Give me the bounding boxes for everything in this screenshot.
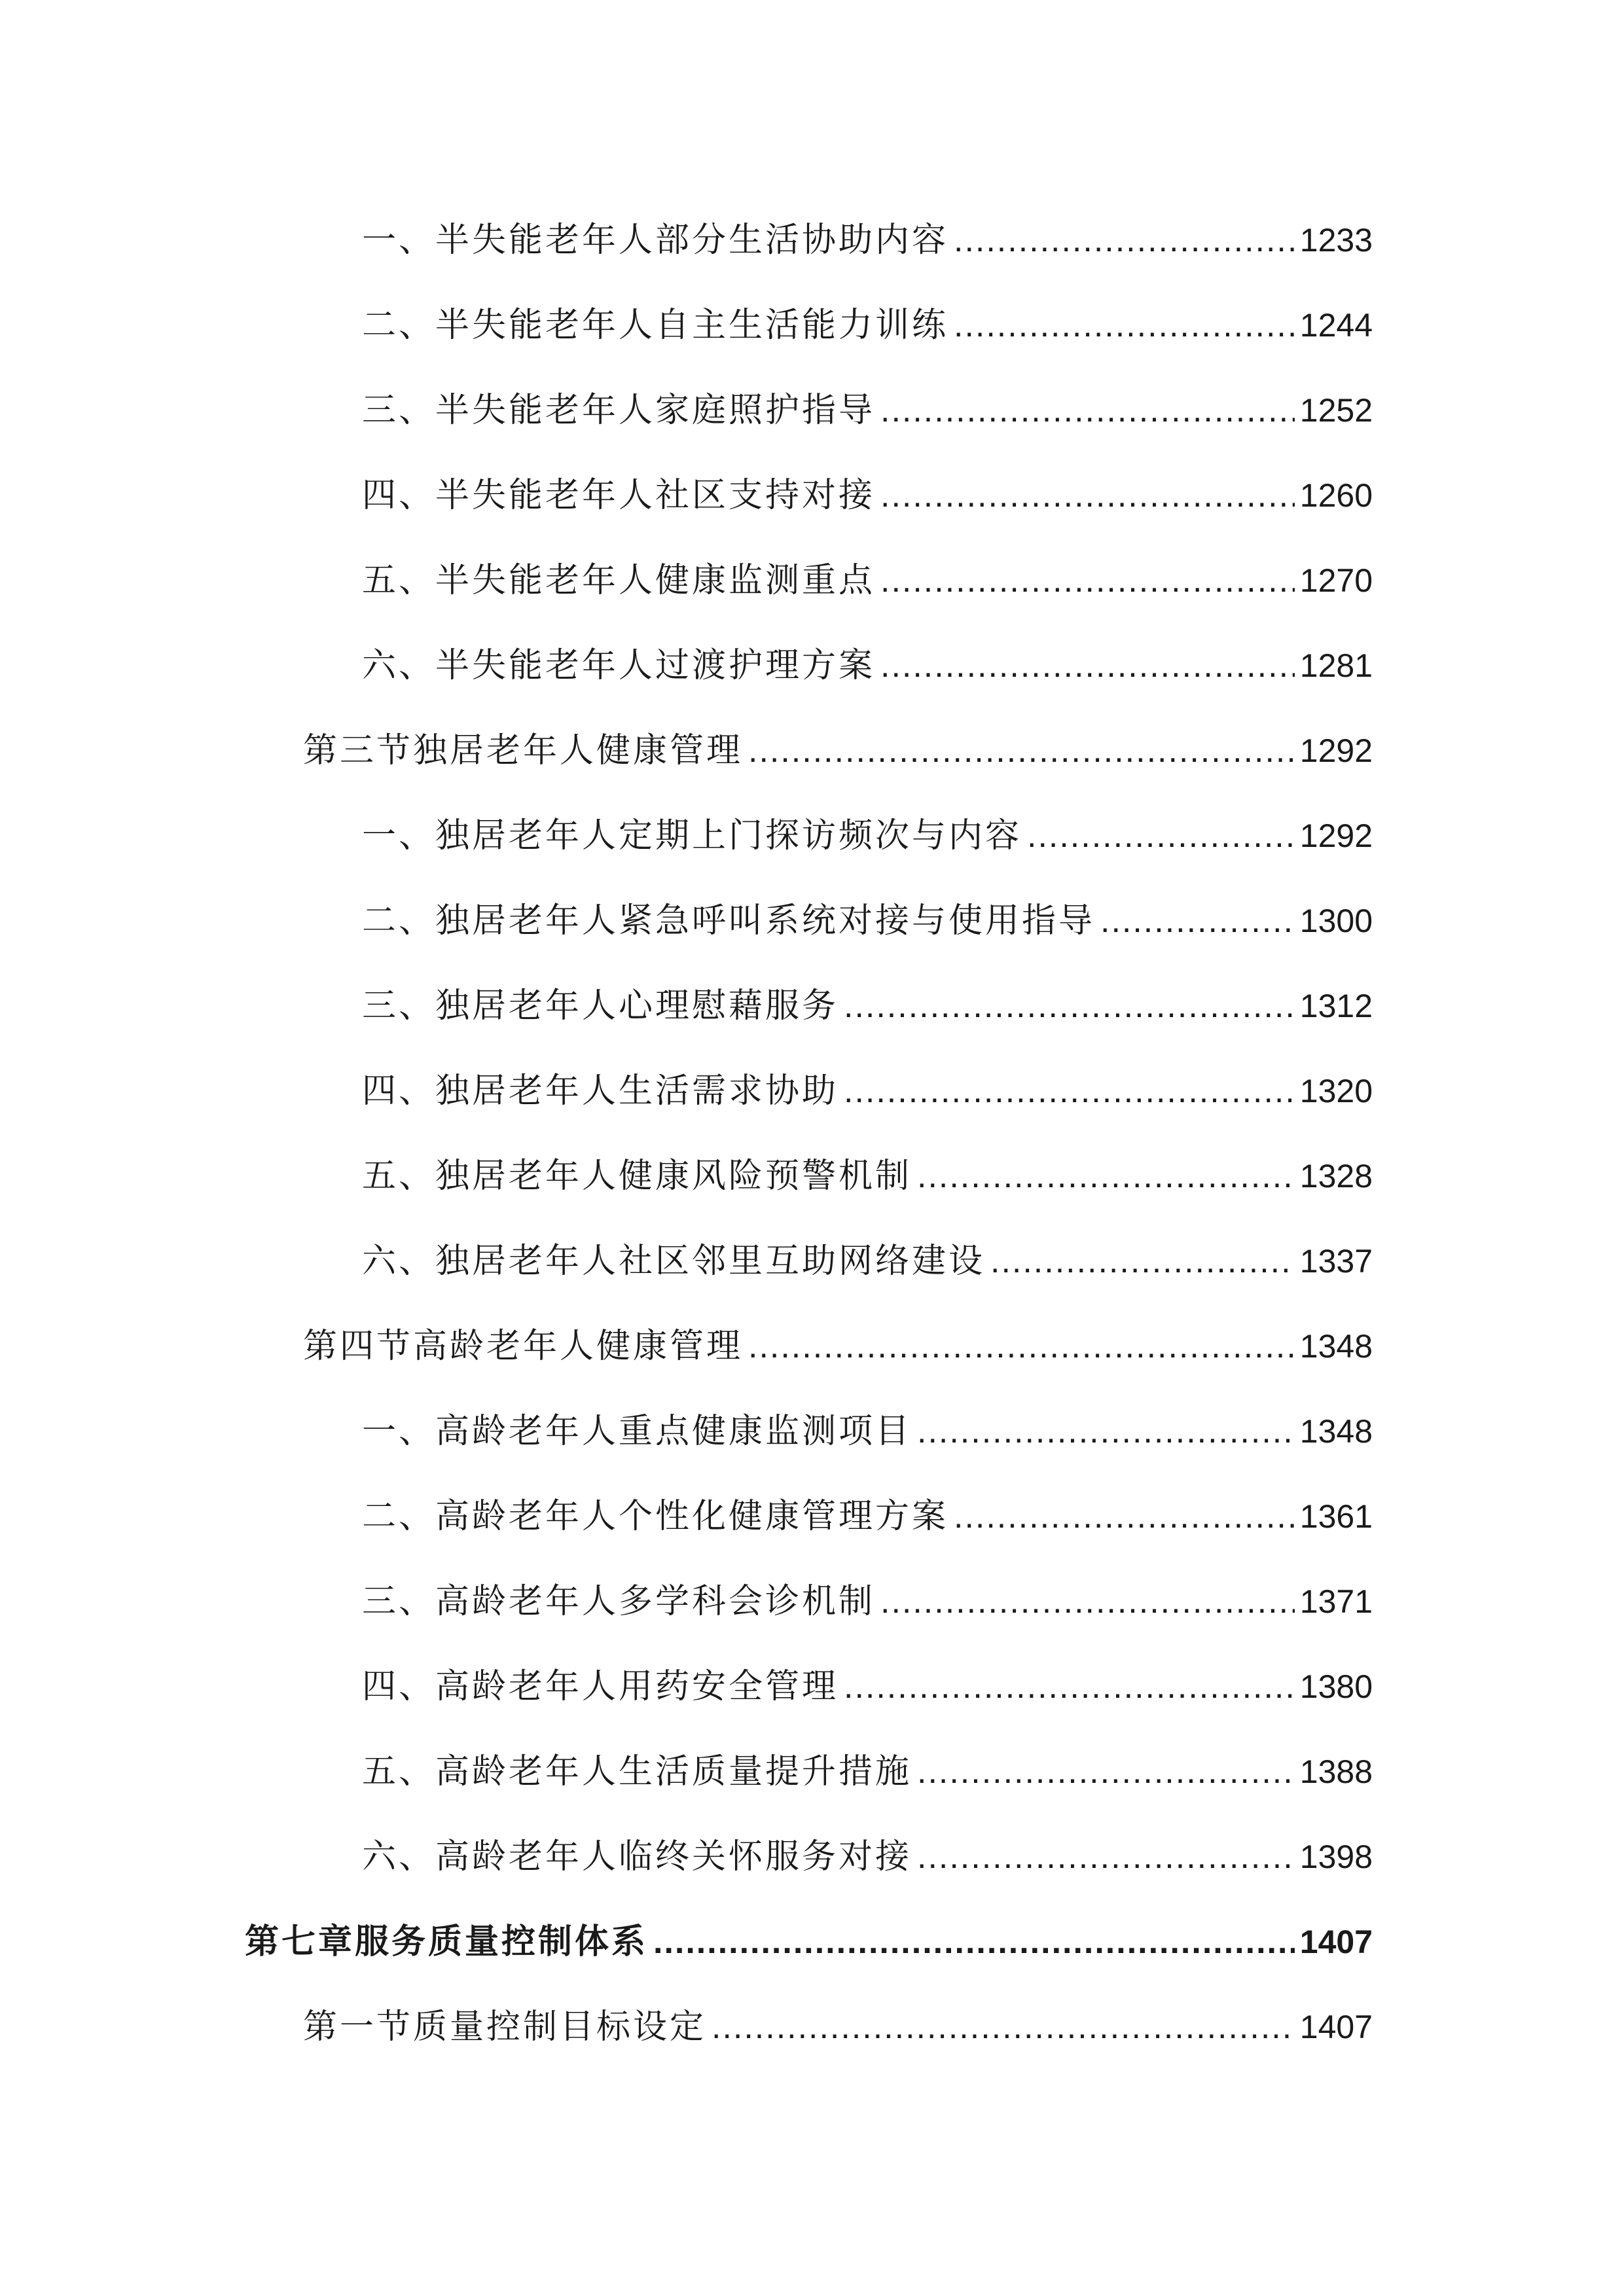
toc-entry[interactable] (362, 1405, 1373, 1458)
toc-entry[interactable] (362, 1831, 1373, 1883)
toc-entry[interactable] (362, 1490, 1373, 1543)
toc-entry-page: 1244 (1299, 307, 1373, 344)
toc-entry[interactable] (362, 469, 1373, 522)
toc-leader-dots (748, 725, 1295, 777)
toc-entry-page: 1320 (1299, 1073, 1373, 1109)
toc-entry-page: 1292 (1299, 732, 1373, 769)
toc-entry-title: 三、独居老年人心理慰藉服务 (362, 986, 839, 1026)
toc-entry-page: 1233 (1299, 222, 1373, 259)
toc-entry-page: 1337 (1299, 1243, 1373, 1280)
toc-entry-title: 一、高龄老年人重点健康监测项目 (362, 1412, 912, 1451)
toc-entry-page: 1371 (1299, 1583, 1373, 1620)
toc-entry-page: 1348 (1299, 1413, 1373, 1450)
toc-entry-page: 1361 (1299, 1498, 1373, 1535)
toc-leader-dots (917, 1831, 1295, 1883)
toc-entry-title: 六、高龄老年人临终关怀服务对接 (362, 1837, 912, 1876)
toc-leader-dots (1100, 895, 1295, 947)
toc-entry-title: 第三节独居老年人健康管理 (303, 731, 744, 770)
toc-leader-dots (1027, 810, 1295, 862)
toc-entry-title: 五、高龄老年人生活质量提升措施 (362, 1752, 912, 1791)
toc-entry-page: 1252 (1299, 392, 1373, 429)
toc-entry-page: 1281 (1299, 647, 1373, 684)
toc-entry-page: 1328 (1299, 1158, 1373, 1194)
toc-entry-title: 二、半失能老年人自主生活能力训练 (362, 306, 949, 345)
toc-leader-dots (844, 1065, 1295, 1117)
toc-leader-dots (880, 1575, 1295, 1628)
toc-entry-title: 第七章服务质量控制体系 (245, 1922, 649, 1962)
toc-leader-dots (954, 299, 1295, 351)
toc-entry[interactable] (362, 639, 1373, 692)
toc-leader-dots (917, 1150, 1295, 1202)
toc-leader-dots (954, 214, 1295, 266)
toc-entry-title: 二、高龄老年人个性化健康管理方案 (362, 1497, 949, 1536)
toc-leader-dots (880, 554, 1295, 607)
toc-entry[interactable] (362, 810, 1373, 862)
toc-leader-dots (880, 384, 1295, 437)
toc-leader-dots (880, 639, 1295, 692)
toc-leader-dots (653, 1916, 1295, 1968)
toc-entry[interactable] (362, 1575, 1373, 1628)
toc-leader-dots (880, 469, 1295, 522)
toc-entry[interactable] (362, 1065, 1373, 1117)
toc-entry-page: 1260 (1299, 477, 1373, 514)
toc-leader-dots (954, 1490, 1295, 1543)
toc-entry-page: 1407 (1299, 2009, 1373, 2045)
toc-entry[interactable] (362, 1150, 1373, 1202)
toc-entry[interactable] (362, 554, 1373, 607)
toc-entry-page: 1312 (1299, 988, 1373, 1024)
toc-chapter-entry[interactable] (245, 1916, 1373, 1968)
toc-entry-title: 第四节高龄老年人健康管理 (303, 1327, 744, 1366)
toc-entry-page: 1300 (1299, 903, 1373, 939)
toc-entry-title: 三、半失能老年人家庭照护指导 (362, 391, 876, 430)
toc-entry[interactable] (362, 980, 1373, 1032)
toc-leader-dots (748, 1320, 1295, 1372)
toc-leader-dots (712, 2001, 1295, 2053)
toc-entry-title: 五、独居老年人健康风险预警机制 (362, 1157, 912, 1196)
toc-entry-title: 五、半失能老年人健康监测重点 (362, 561, 876, 600)
toc-entry-title: 三、高龄老年人多学科会诊机制 (362, 1582, 876, 1621)
toc-entry-page: 1398 (1299, 1839, 1373, 1875)
toc-entry-title: 一、独居老年人定期上门探访频次与内容 (362, 816, 1022, 855)
toc-entry-page: 1292 (1299, 817, 1373, 854)
toc-leader-dots (917, 1746, 1295, 1798)
toc-entry[interactable] (362, 1235, 1373, 1287)
toc-entry-title: 四、独居老年人生活需求协助 (362, 1071, 839, 1111)
toc-section-entry[interactable] (303, 1320, 1373, 1372)
toc-entry-page: 1388 (1299, 1753, 1373, 1790)
toc-entry[interactable] (362, 299, 1373, 351)
toc-entry[interactable] (362, 895, 1373, 947)
toc-entry[interactable] (362, 384, 1373, 437)
toc-entry-title: 一、半失能老年人部分生活协助内容 (362, 221, 949, 260)
toc-leader-dots (844, 980, 1295, 1032)
toc-entry-title: 四、高龄老年人用药安全管理 (362, 1667, 839, 1706)
toc-entry[interactable] (362, 214, 1373, 266)
toc-entry-title: 四、半失能老年人社区支持对接 (362, 476, 876, 515)
toc-entry-page: 1407 (1299, 1924, 1373, 1960)
toc-entry-title: 六、半失能老年人过渡护理方案 (362, 646, 876, 685)
toc-entry[interactable] (362, 1746, 1373, 1798)
toc-entry-title: 第一节质量控制目标设定 (303, 2007, 707, 2047)
toc-entry-title: 六、独居老年人社区邻里互助网络建设 (362, 1242, 986, 1281)
toc-entry-page: 1380 (1299, 1668, 1373, 1705)
toc-entry-title: 二、独居老年人紧急呼叫系统对接与使用指导 (362, 901, 1096, 941)
toc-entry-page: 1270 (1299, 562, 1373, 599)
toc-section-entry[interactable] (303, 725, 1373, 777)
toc-leader-dots (844, 1660, 1295, 1713)
toc-leader-dots (917, 1405, 1295, 1458)
toc-leader-dots (990, 1235, 1295, 1287)
toc-section-entry[interactable] (303, 2001, 1373, 2053)
toc-entry[interactable] (362, 1660, 1373, 1713)
toc-entry-page: 1348 (1299, 1328, 1373, 1365)
